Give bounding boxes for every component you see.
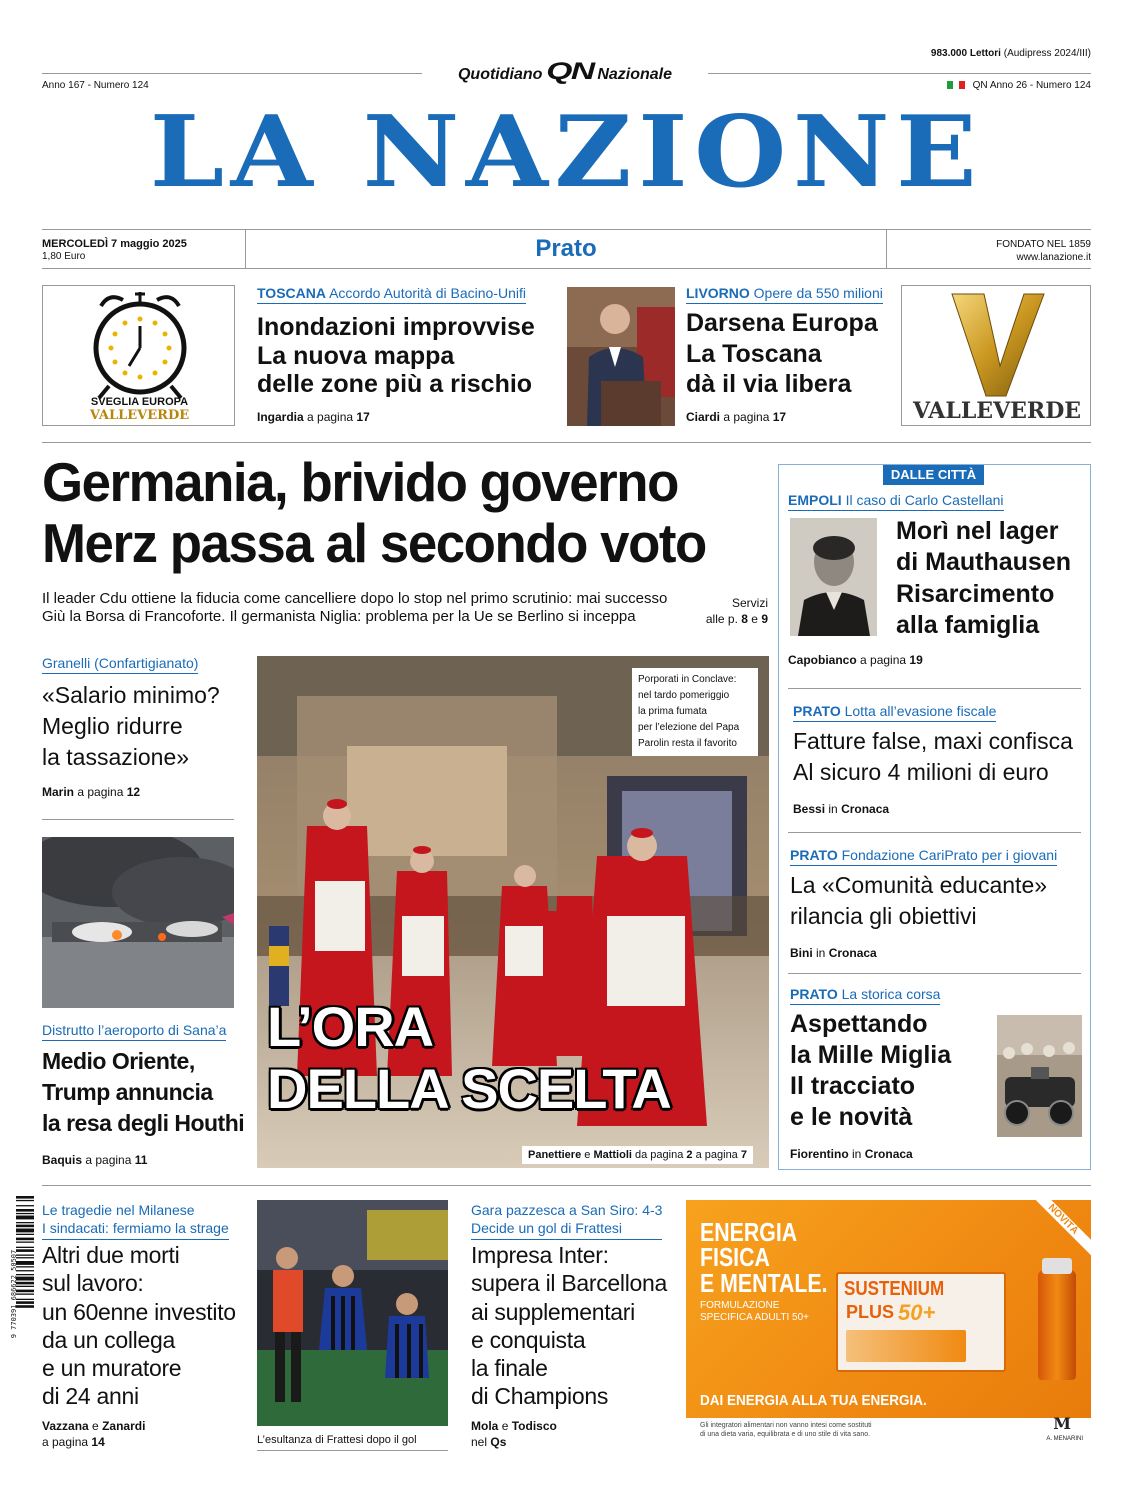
caption-line: Porporati in Conclave: xyxy=(638,674,737,685)
lead-summary-line: Giù la Borsa di Francoforte. Il germanista Niglia: problema per la Ue se Berlino si inceppa xyxy=(42,608,636,625)
barcode-bar xyxy=(16,1209,34,1212)
prato-cariprato-kicker xyxy=(790,847,1057,866)
inter-byline-mid: nel xyxy=(471,1435,488,1450)
ad-subtitle-line: FORMULAZIONE xyxy=(700,1300,780,1311)
milanese-kicker xyxy=(42,1201,229,1240)
prato-millemiglia-byline-mid: in xyxy=(852,1147,862,1161)
qn-logo: QN xyxy=(546,58,594,85)
barcode-bar xyxy=(16,1196,34,1199)
conclave-title-line-2: DELLA SCELTA xyxy=(267,1056,671,1120)
toscana-byline-mid: a pagina xyxy=(307,410,354,424)
livorno-byline xyxy=(686,410,786,424)
granelli-headline-line: la tassazione» xyxy=(42,744,190,771)
barcode-graphic xyxy=(4,1196,34,1396)
toscana-author: Ingardia xyxy=(257,410,304,424)
caption-line: Parolin resta il favorito xyxy=(638,738,737,749)
ad-maker: A. MENARINI xyxy=(1046,1436,1083,1442)
prato-evasione-kicker-bold: PRATO xyxy=(793,703,841,719)
barcode xyxy=(4,1196,34,1396)
credit-to: a pagina xyxy=(695,1149,738,1161)
prato-cariprato-kicker-text: Fondazione CariPrato per i giovani xyxy=(841,847,1058,863)
milanese-byline-mid: a pagina xyxy=(42,1435,89,1450)
nazionale-label: Nazionale xyxy=(597,66,673,83)
barcode-bar xyxy=(16,1238,34,1241)
prato-millemiglia-kicker xyxy=(790,986,940,1005)
credit-page-2: 7 xyxy=(740,1149,747,1161)
issue-date: MERCOLEDÌ 7 maggio 2025 xyxy=(42,238,187,250)
prato-millemiglia-headline-line: la Mille Miglia xyxy=(790,1041,952,1069)
houthi-headline-line: Trump annuncia xyxy=(42,1079,213,1106)
prato-cariprato-headline-line: La «Comunità educante» xyxy=(790,872,1048,898)
qn-issue-text: QN Anno 26 - Numero 124 xyxy=(972,80,1091,91)
lead-summary xyxy=(42,590,667,626)
houthi-headline-line: Medio Oriente, xyxy=(42,1048,195,1074)
conclave-photo[interactable] xyxy=(257,656,769,1168)
frattesi-photo-caption: L’esultanza di Frattesi dopo il gol xyxy=(257,1434,417,1446)
inter-headline-line: e conquista xyxy=(471,1326,586,1353)
barcode-bar xyxy=(16,1247,34,1248)
qn-issue xyxy=(947,80,1091,91)
ad-disclaimer-line: Gli integratori alimentari non vanno intesi come sostituti xyxy=(700,1422,872,1429)
livorno-headline-line: Darsena Europa xyxy=(686,309,878,337)
lead-servizi xyxy=(690,596,768,627)
ad-brand: SUSTENIUM xyxy=(844,1278,945,1300)
prato-cariprato-author: Bini xyxy=(790,946,813,960)
lead-headline[interactable] xyxy=(42,452,706,573)
prato-evasione-author: Bessi xyxy=(793,802,826,816)
inter-headline-line: la finale xyxy=(471,1355,548,1382)
toscana-headline-line: delle zone più a rischio xyxy=(257,370,533,398)
milanese-page: 14 xyxy=(91,1435,105,1450)
credit-and: e xyxy=(584,1149,591,1161)
milanese-headline[interactable] xyxy=(42,1241,236,1411)
prato-evasione-headline[interactable] xyxy=(793,726,1073,787)
houthi-page: 11 xyxy=(134,1153,148,1167)
barcode-bar xyxy=(16,1290,34,1293)
menarini-logo-icon: M xyxy=(1053,1414,1071,1433)
servizi-page-b: 9 xyxy=(761,611,768,626)
ad-valleverde[interactable] xyxy=(901,285,1091,426)
issue-price: 1,80 Euro xyxy=(42,251,86,262)
houthi-author: Baquis xyxy=(42,1153,83,1167)
milanese-and: e xyxy=(92,1419,99,1433)
vintage-portrait xyxy=(790,518,877,636)
sustenium-ad[interactable] xyxy=(686,1200,1091,1450)
empoli-headline-line: Risarcimento xyxy=(896,579,1055,608)
granelli-page: 12 xyxy=(126,785,141,799)
speaker-figure xyxy=(567,287,675,426)
toscana-kicker-text: Accordo Autorità di Bacino-Unifi xyxy=(329,285,526,301)
toscana-kicker xyxy=(257,285,526,304)
prato-evasione-section: Cronaca xyxy=(841,802,890,816)
barcode-bar xyxy=(16,1294,34,1295)
barcode-bar xyxy=(16,1305,34,1308)
prato-millemiglia-kicker-text: La storica corsa xyxy=(841,986,941,1002)
prato-millemiglia-byline xyxy=(790,1147,913,1161)
toscana-headline-line: Inondazioni improvvise xyxy=(257,313,535,341)
founded-label: FONDATO NEL 1859 xyxy=(996,239,1091,250)
prato-evasione-kicker-text: Lotta all’evasione fiscale xyxy=(844,703,997,719)
livorno-byline-mid: a pagina xyxy=(723,410,770,424)
milanese-kicker-line: Le tragedie nel Milanese xyxy=(42,1202,195,1218)
barcode-bar xyxy=(16,1229,34,1233)
conclave-caption xyxy=(632,668,758,756)
houthi-byline-mid: a pagina xyxy=(85,1153,132,1167)
barcode-bar xyxy=(16,1257,34,1258)
ad-bottle xyxy=(1038,1270,1076,1380)
mille-miglia-photo[interactable] xyxy=(997,1015,1082,1137)
ad-brand-50: 50+ xyxy=(898,1300,936,1325)
milanese-headline-line: di 24 anni xyxy=(42,1383,139,1410)
empoli-byline-mid: a pagina xyxy=(860,653,907,667)
empoli-kicker xyxy=(788,492,1004,511)
milanese-author-b: Zanardi xyxy=(102,1419,146,1433)
toscana-kicker-bold: TOSCANA xyxy=(257,285,326,301)
lead-summary-line: Il leader Cdu ottiene la fiducia come cancelliere dopo lo stop nel primo scrutinio: mai successo xyxy=(42,590,668,607)
ad-disclaimer-line: di una dieta varia, equilibrata e di uno stile di vita sano. xyxy=(700,1431,871,1439)
prato-millemiglia-headline[interactable] xyxy=(790,1009,951,1133)
readers-count xyxy=(931,48,1091,59)
inter-kicker-line: Gara pazzesca a San Siro: 4-3 xyxy=(471,1202,663,1218)
empoli-kicker-bold: EMPOLI xyxy=(788,492,842,508)
ad-sveglia-line2: VALLEVERDE xyxy=(89,408,190,423)
lead-headline-line-2: Merz passa al secondo voto xyxy=(42,511,706,574)
granelli-headline[interactable] xyxy=(42,680,220,773)
livorno-author: Ciardi xyxy=(686,410,721,424)
barcode-bar xyxy=(16,1205,34,1206)
airport-fire-scene xyxy=(42,837,234,1008)
credit-from: da pagina xyxy=(635,1149,684,1161)
qn-strip xyxy=(430,58,700,86)
granelli-byline-mid: a pagina xyxy=(77,785,124,799)
prato-cariprato-byline-mid: in xyxy=(816,946,826,960)
ad-headline-line: E MENTALE. xyxy=(700,1267,828,1298)
credit-page-1: 2 xyxy=(686,1149,693,1161)
inter-headline-line: supera il Barcellona xyxy=(471,1270,668,1297)
barcode-bar xyxy=(16,1270,34,1271)
prato-millemiglia-section: Cronaca xyxy=(864,1147,913,1161)
servizi-page-a: 8 xyxy=(741,611,748,626)
prato-millemiglia-kicker-bold: PRATO xyxy=(790,986,838,1002)
frattesi-photo[interactable] xyxy=(257,1200,448,1426)
barcode-bar xyxy=(16,1299,34,1300)
caption-line: la prima fumata xyxy=(638,706,707,717)
lead-headline-line-1: Germania, brivido governo xyxy=(42,451,678,513)
inter-headline[interactable] xyxy=(471,1241,667,1411)
servizi-pages xyxy=(690,612,768,628)
toscana-page: 17 xyxy=(356,410,370,424)
prato-millemiglia-headline-line: e le novità xyxy=(790,1103,913,1131)
livorno-headline[interactable] xyxy=(686,308,878,400)
livorno-photo[interactable] xyxy=(567,287,675,426)
inter-headline-line: Impresa Inter: xyxy=(471,1242,609,1268)
readers-note: (Audipress 2024/III) xyxy=(1003,48,1091,59)
barcode-bar xyxy=(16,1301,34,1304)
barcode-bar xyxy=(16,1225,34,1228)
sanaa-kicker: Distrutto l’aeroporto di Sana’a xyxy=(42,1022,226,1041)
granelli-headline-line: Meglio ridurre xyxy=(42,713,183,740)
granelli-author: Marin xyxy=(42,785,75,799)
empoli-page: 19 xyxy=(909,653,923,667)
ad-sveglia-line1: SVEGLIA EUROPA xyxy=(90,396,189,408)
empoli-author: Capobianco xyxy=(788,653,857,667)
valleverde-brand: VALLEVERDE xyxy=(912,398,1082,424)
empoli-headline[interactable] xyxy=(896,516,1071,641)
toscana-headline-line: La nuova mappa xyxy=(257,341,455,370)
inter-kicker xyxy=(471,1201,662,1240)
prato-evasione-byline xyxy=(793,802,889,816)
ad-product-box xyxy=(836,1272,1006,1372)
houthi-headline[interactable] xyxy=(42,1046,244,1139)
year-issue: Anno 167 - Numero 124 xyxy=(42,80,149,91)
inter-section: Qs xyxy=(490,1435,507,1450)
houthi-headline-line: la resa degli Houthi xyxy=(42,1110,245,1137)
toscana-byline xyxy=(257,410,370,424)
conclave-credit xyxy=(522,1146,753,1164)
milanese-headline-line: sul lavoro: xyxy=(42,1270,144,1297)
ad-disclaimer xyxy=(686,1418,1091,1450)
empoli-headline-line: alla famiglia xyxy=(896,610,1040,639)
livorno-kicker xyxy=(686,285,883,304)
ad-headline-line: ENERGIA xyxy=(700,1217,798,1247)
prato-cariprato-headline[interactable] xyxy=(790,870,1047,931)
inter-author-a: Mola xyxy=(471,1419,499,1433)
livorno-page: 17 xyxy=(772,410,787,424)
ad-brand-plus: PLUS xyxy=(846,1302,895,1322)
empoli-headline-line: di Mauthausen xyxy=(896,548,1072,577)
ad-slogan: DAI ENERGIA ALLA TUA ENERGIA. xyxy=(700,1392,927,1409)
prato-millemiglia-headline-line: Aspettando xyxy=(790,1010,928,1038)
barcode-bar xyxy=(16,1242,34,1243)
servizi-and: e xyxy=(751,611,758,626)
readers-number: 983.000 Lettori xyxy=(930,48,1001,59)
barcode-digits: 9 770391 686622 50507 xyxy=(10,1249,18,1339)
inter-author-b: Todisco xyxy=(511,1419,557,1433)
barcode-bar xyxy=(16,1286,34,1287)
barcode-bar xyxy=(16,1274,34,1275)
milanese-headline-line: Altri due morti xyxy=(42,1242,180,1268)
toscana-headline[interactable] xyxy=(257,313,535,399)
milanese-headline-line: un 60enne investito xyxy=(42,1298,236,1325)
livorno-kicker-text: Opere da 550 milioni xyxy=(753,285,883,301)
barcode-bar xyxy=(16,1266,34,1267)
milanese-byline xyxy=(42,1418,145,1450)
ad-subtitle xyxy=(700,1300,809,1324)
conclave-title[interactable] xyxy=(267,996,671,1119)
ad-subtitle-line: SPECIFICA ADULTI 50+ xyxy=(700,1312,810,1323)
barcode-bar xyxy=(16,1277,34,1281)
milanese-author-a: Vazzana xyxy=(42,1419,89,1433)
barcode-bar xyxy=(16,1255,34,1256)
prato-evasione-byline-mid: in xyxy=(828,802,838,816)
barcode-bar xyxy=(16,1222,34,1223)
granelli-headline-line: «Salario minimo? xyxy=(42,682,220,708)
barcode-bar xyxy=(16,1282,34,1285)
barcode-bar xyxy=(16,1216,34,1220)
houthi-byline xyxy=(42,1153,147,1167)
livorno-kicker-bold: LIVORNO xyxy=(686,285,750,301)
inter-kicker-line: Decide un gol di Frattesi xyxy=(471,1220,622,1237)
vintage-car-scene xyxy=(997,1015,1082,1137)
credit-author-a: Panettiere xyxy=(528,1149,582,1161)
prato-cariprato-byline xyxy=(790,946,877,960)
inter-headline-line: di Champions xyxy=(471,1383,609,1410)
empoli-byline xyxy=(788,653,923,667)
prato-cariprato-headline-line: rilancia gli obiettivi xyxy=(790,902,977,929)
edition-name[interactable]: Prato xyxy=(535,235,597,262)
ad-headline xyxy=(700,1217,828,1298)
quotidiano-label: Quotidiano xyxy=(457,66,543,83)
prato-evasione-headline-line: Fatture false, maxi confisca xyxy=(793,728,1073,754)
milanese-kicker-line: I sindacati: fermiamo la strage xyxy=(42,1220,229,1237)
prato-cariprato-section: Cronaca xyxy=(828,946,877,960)
empoli-headline-line: Morì nel lager xyxy=(896,517,1059,545)
inter-byline xyxy=(471,1418,557,1450)
italian-flag-icon xyxy=(947,81,965,89)
prato-millemiglia-headline-line: Il tracciato xyxy=(790,1072,916,1100)
milanese-headline-line: e un muratore xyxy=(42,1355,182,1382)
website-link[interactable]: www.lanazione.it xyxy=(1016,252,1091,263)
sanaa-airport-photo[interactable] xyxy=(42,837,234,1008)
servizi-pages-pre: alle p. xyxy=(705,611,738,626)
barcode-bar xyxy=(16,1213,34,1214)
credit-author-b: Mattioli xyxy=(593,1149,632,1161)
dalle-citta-badge: DALLE CITTÀ xyxy=(883,465,984,485)
soccer-celebration-scene xyxy=(257,1200,448,1426)
inter-and: e xyxy=(501,1419,509,1433)
ad-headline-line: FISICA xyxy=(700,1242,770,1273)
ad-sveglia-europa[interactable] xyxy=(42,285,235,426)
prato-cariprato-kicker-bold: PRATO xyxy=(790,847,838,863)
granelli-kicker: Granelli (Confartigianato) xyxy=(42,655,198,674)
barcode-bar xyxy=(16,1234,34,1235)
conclave-title-line-1: L’ORA xyxy=(267,995,434,1058)
barcode-bar xyxy=(16,1261,34,1265)
caption-line: nel tardo pomeriggio xyxy=(638,690,730,701)
ad-novita-ribbon: NOVITÀ xyxy=(1024,1200,1091,1259)
prato-millemiglia-author: Fiorentino xyxy=(790,1147,849,1161)
newspaper-title[interactable]: LA NAZIONE xyxy=(149,95,984,210)
ad-box-graphic xyxy=(846,1330,966,1362)
granelli-byline xyxy=(42,785,140,799)
livorno-headline-line: dà il via libera xyxy=(686,370,852,398)
castellani-portrait[interactable] xyxy=(790,518,877,636)
barcode-bar xyxy=(16,1249,34,1252)
barcode-bar xyxy=(16,1200,34,1201)
empoli-kicker-text: Il caso di Carlo Castellani xyxy=(845,492,1004,508)
inter-headline-line: ai supplementari xyxy=(471,1298,635,1325)
servizi-label: Servizi xyxy=(731,596,768,610)
ad-bottle-cap xyxy=(1042,1258,1072,1274)
prato-evasione-kicker xyxy=(793,703,996,722)
caption-line: per l’elezione del Papa xyxy=(638,722,740,733)
milanese-headline-line: da un collega xyxy=(42,1326,175,1353)
prato-evasione-headline-line: Al sicuro 4 milioni di euro xyxy=(793,758,1049,785)
livorno-headline-line: La Toscana xyxy=(686,339,822,368)
